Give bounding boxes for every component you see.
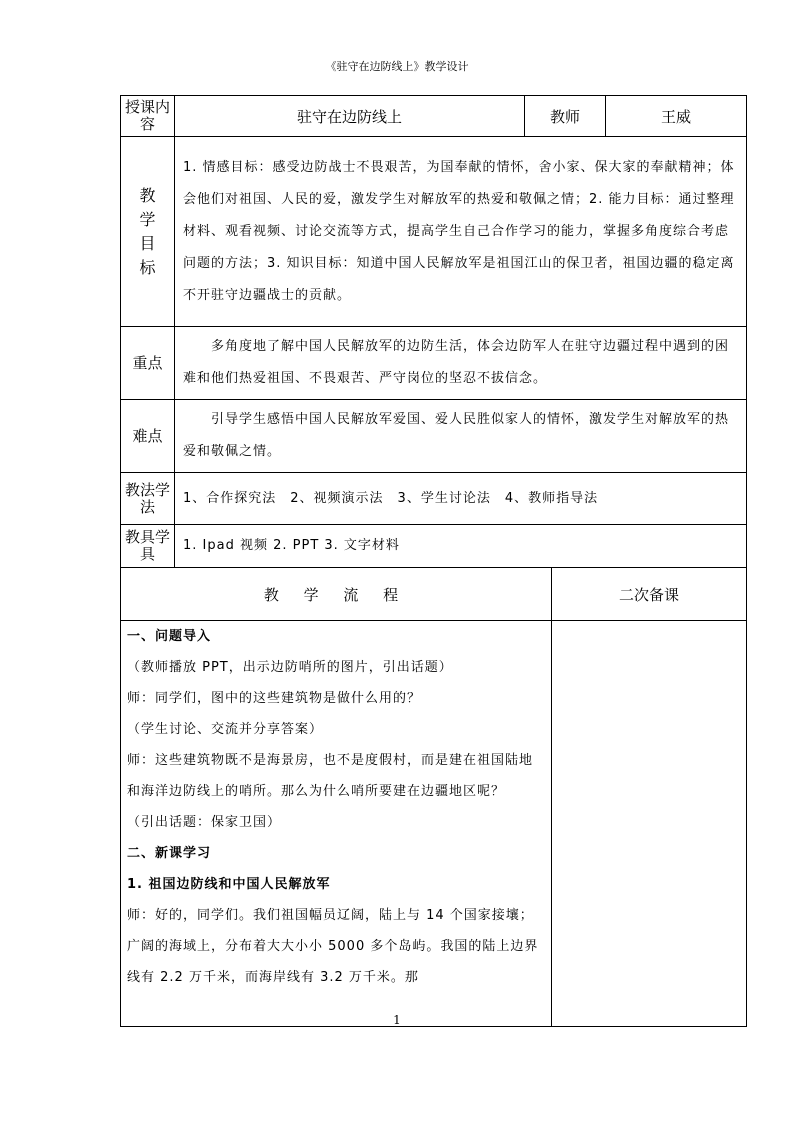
- row-subject: [121, 96, 747, 137]
- row-difficulty: [121, 400, 747, 473]
- row-tools: [121, 525, 747, 568]
- flow-paragraph: 师：好的，同学们。我们祖国幅员辽阔，陆上与 14 个国家接壤；广阔的海域上，分布着大大小小 5000 多个岛屿。我国的陆上边界线有 2.2 万千米，而海岸线有 3.2 万千米。那: [127, 908, 539, 985]
- row-flow-content: [121, 621, 747, 1027]
- flow-paragraph: 师：这些建筑物既不是海景房，也不是度假村，而是建在祖国陆地和海洋边防线上的哨所。那么为什么哨所要建在边疆地区呢？: [127, 753, 534, 799]
- section-1-title: 一、问题导入: [127, 629, 212, 644]
- tools-text: 1. Ipad 视频 2. PPT 3. 文字材料: [175, 525, 747, 568]
- flow-paragraph: 师：同学们，图中的这些建筑物是做什么用的？: [127, 691, 422, 706]
- label-subject: 授课内容: [121, 96, 175, 137]
- flow-paragraph: （教师播放 PPT，出示边防哨所的图片，引出话题）: [127, 660, 453, 675]
- label-teacher: 教师: [525, 96, 606, 137]
- lesson-plan-table: [120, 95, 747, 1027]
- flow-paragraph: （引出话题：保家卫国）: [127, 815, 282, 830]
- row-goals: [121, 137, 747, 327]
- lesson-title: 驻守在边防线上: [175, 96, 525, 137]
- flow-header-left: 教 学 流 程: [121, 568, 552, 621]
- row-flow-header: [121, 568, 747, 621]
- key-text: 多角度地了解中国人民解放军的边防生活，体会边防军人在驻守边疆过程中遇到的困难和他们热爱祖国、不畏艰苦、严守岗位的坚忍不拔信念。: [175, 327, 747, 400]
- flow-paragraph: （学生讨论、交流并分享答案）: [127, 722, 324, 737]
- teacher-name: 王威: [606, 96, 747, 137]
- page-number: 1: [393, 1013, 401, 1027]
- label-methods: 教法学法: [121, 473, 175, 525]
- row-methods: [121, 473, 747, 525]
- second-prep-cell: [552, 621, 747, 1027]
- label-tools: 教具学具: [121, 525, 175, 568]
- label-key: 重点: [121, 327, 175, 400]
- label-goals: 教 学 目 标: [121, 137, 175, 327]
- difficulty-text: 引导学生感悟中国人民解放军爱国、爱人民胜似家人的情怀，激发学生对解放军的热爱和敬佩之情。: [175, 400, 747, 473]
- flow-content: [121, 621, 552, 1027]
- methods-text: 1、合作探究法 2、视频演示法 3、学生讨论法 4、教师指导法: [175, 473, 747, 525]
- section-2-title: 二、新课学习: [127, 846, 212, 861]
- row-key: [121, 327, 747, 400]
- document-header: 《驻守在边防线上》教学设计: [325, 60, 469, 73]
- flow-header-right: 二次备课: [552, 568, 747, 621]
- goals-text: 1. 情感目标：感受边防战士不畏艰苦，为国奉献的情怀，舍小家、保大家的奉献精神；体会他们对祖国、人民的爱，激发学生对解放军的热爱和敬佩之情；2. 能力目标：通过整理材料、观看视频、讨论交流等方式，提高学生自己合作学习的能力，掌握多角度综合考虑问题的方法；3. 知识目标：知道中国人民解放军是祖国江山的保卫者，祖国边疆的稳定离不开驻守边疆战士的贡献。: [175, 137, 747, 327]
- section-2-subtitle: 1. 祖国边防线和中国人民解放军: [127, 877, 331, 892]
- label-difficulty: 难点: [121, 400, 175, 473]
